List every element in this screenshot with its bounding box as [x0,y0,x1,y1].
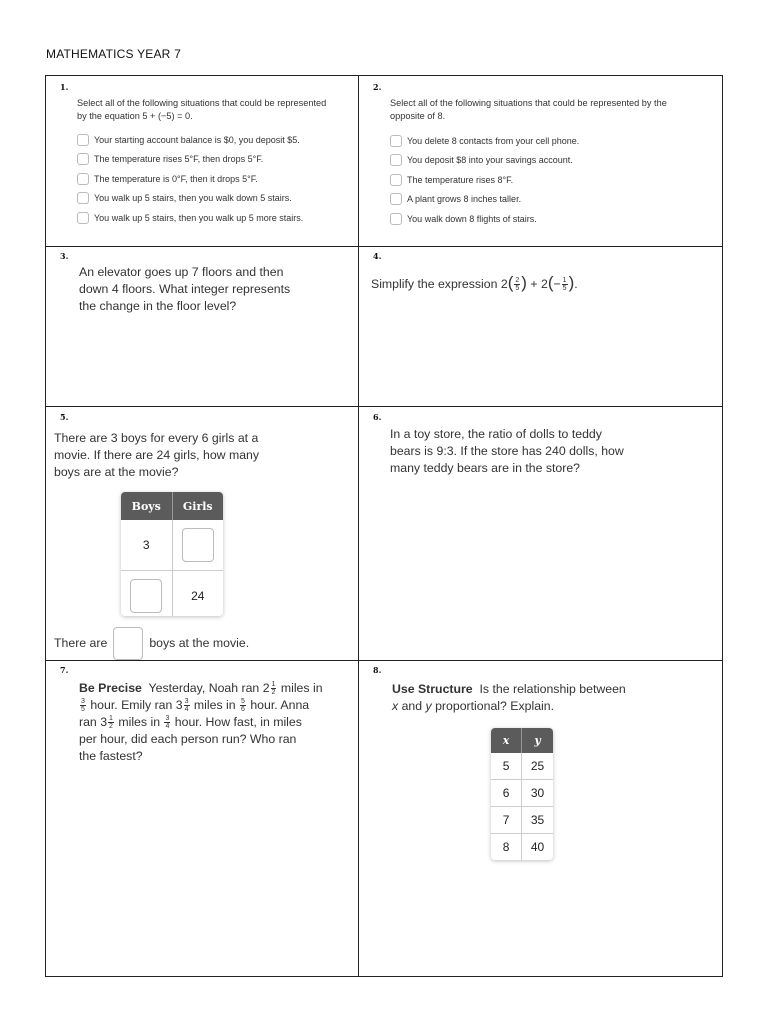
q2-prompt-line: Select all of the following situations that could be represented by the [390,98,667,108]
q8-text: proportional? Explain. [431,699,555,713]
answer-box[interactable] [130,579,162,613]
q8-var-y: y [425,699,432,713]
option-label: The temperature rises 5°F, then drops 5°F. [94,154,264,164]
fraction-numerator: 1 [109,715,113,723]
q7-text: miles in [277,681,323,695]
option-label: Your starting account balance is $0, you deposit $5. [94,135,300,145]
q7-text: miles in [114,715,164,729]
q1-prompt-line: by the equation 5 + (−5) = 0. [77,110,193,121]
q6-line: In a toy store, the ratio of dolls to teddy [390,427,602,441]
checkbox[interactable] [390,213,402,225]
q7-text: hour. How fast, in miles [171,715,302,729]
fraction-denominator: 5 [81,706,85,714]
q7-text: hour. Anna [246,698,310,712]
q3-line: An elevator goes up 7 floors and then [79,265,284,279]
paren-open: ( [547,273,554,292]
checkbox[interactable] [390,193,402,205]
q7-line: per hour, did each person run? Who ran [79,732,297,746]
question-grid [45,75,723,977]
table-header-boys: Boys [121,492,173,520]
ratio-table [121,492,223,616]
q8-title: Use Structure [392,682,473,696]
row-divider [46,406,722,407]
fraction-denominator: 5 [515,285,520,293]
q7-line [79,697,323,714]
question-number: 6. [373,412,382,422]
fraction-numerator: 5 [241,698,245,706]
q5-line: There are 3 boys for every 6 girls at a [54,431,259,445]
fraction-denominator: 5 [562,285,567,293]
row-divider [46,246,722,247]
fraction-denominator: 6 [241,706,245,714]
fraction [562,277,568,292]
answer-box[interactable] [182,528,214,562]
q7-title: Be Precise [79,681,142,695]
q2-option[interactable] [390,213,537,225]
paren-open: ( [507,273,514,292]
fraction [108,715,114,730]
checkbox[interactable] [77,153,89,165]
fraction [164,715,170,730]
answer-box[interactable] [113,627,143,660]
table-cell: 40 [522,834,553,860]
xy-table-grid [491,728,553,860]
xy-table [491,728,553,860]
table-cell: 7 [491,807,522,834]
fraction-numerator: 1 [271,681,276,689]
q1-option[interactable] [77,212,303,224]
expr-end: . [574,277,578,291]
option-label: The temperature is 0°F, then it drops 5°F. [94,174,258,184]
q5-line: movie. If there are 24 girls, how many [54,448,260,462]
table-cell: 8 [491,834,522,860]
fraction [271,681,277,696]
checkbox[interactable] [77,192,89,204]
document-title: MATHEMATICS YEAR 7 [46,47,181,61]
row-divider [46,660,722,661]
fraction-denominator: 4 [184,706,189,714]
q1-prompt-line: Select all of the following situations that could be represented [77,98,327,108]
checkbox[interactable] [77,212,89,224]
q8-prompt [392,681,626,715]
q3-line: the change in the floor level? [79,299,237,313]
q7-line: the fastest? [79,749,143,763]
q2-prompt-line: opposite of 8. [390,110,446,121]
checkbox[interactable] [390,135,402,147]
table-cell: 35 [522,807,553,834]
option-label: You deposit $8 into your savings account. [407,155,573,165]
table-cell: 6 [491,780,522,807]
option-label: You walk up 5 stairs, then you walk up 5 more stairs. [94,213,304,223]
table-cell: 3 [121,520,173,571]
table-header-girls: Girls [173,492,224,520]
q2-option[interactable] [390,154,573,166]
q7-line [79,680,323,697]
question-number: 1. [60,82,69,92]
question-number: 8. [373,665,382,675]
paren-close: ) [568,273,575,292]
q7-text: hour. Emily ran 3 [86,698,183,712]
fraction-denominator: 2 [109,723,113,731]
ratio-table-grid [121,492,223,616]
expr-sign: − [553,277,561,291]
table-header-y: y [522,728,553,753]
q2-prompt [390,97,667,122]
table-cell: 24 [173,571,224,616]
q6-prompt [390,426,624,477]
q2-option[interactable] [390,135,579,147]
option-label: You delete 8 contacts from your cell phone. [407,136,580,146]
q6-line: many teddy bears are in the store? [390,461,581,475]
fraction-numerator: 1 [562,277,567,285]
expr-operator: + 2 [526,277,548,291]
checkbox[interactable] [390,154,402,166]
q4-prompt [371,274,578,293]
column-divider [358,76,359,976]
fraction [80,698,86,713]
checkbox[interactable] [390,174,402,186]
table-cell: 30 [522,780,553,807]
q7-prompt [79,680,323,765]
q8-line [392,698,626,715]
fraction-numerator: 3 [184,698,189,706]
table-cell-blank [121,571,173,616]
q2-option[interactable] [390,174,513,186]
answer-prefix: There are [54,636,108,650]
expr-coefficient: 2 [500,277,508,291]
fraction-denominator: 2 [271,689,276,697]
q3-line: down 4 floors. What integer represents [79,282,291,296]
question-number: 5. [60,412,69,422]
fraction [240,698,246,713]
q8-line [392,681,626,698]
q2-option[interactable] [390,193,521,205]
q7-text: miles in [190,698,240,712]
q4-text: Simplify the expression [371,277,501,291]
table-cell: 5 [491,753,522,780]
q7-text: Yesterday, Noah ran 2 [148,681,270,695]
fraction [184,698,190,713]
table-header-x: x [491,728,522,753]
fraction-numerator: 2 [515,277,520,285]
q1-option[interactable] [77,192,292,204]
q7-line [79,714,323,731]
q3-prompt [79,264,290,315]
q1-option[interactable] [77,173,258,185]
checkbox[interactable] [77,173,89,185]
q1-prompt [77,97,326,122]
q8-text: and [398,699,426,713]
answer-suffix: boys at the movie. [149,636,250,650]
paren-close: ) [521,273,527,292]
q5-line: boys are at the movie? [54,465,179,479]
option-label: You walk up 5 stairs, then you walk down 5 stairs. [94,193,292,203]
question-number: 4. [373,251,382,261]
question-number: 3. [60,251,69,261]
q5-prompt [54,430,259,481]
question-number: 7. [60,665,69,675]
q8-text: Is the relationship between [479,682,626,696]
q5-answer-line [54,627,249,660]
q8-var-x: x [392,699,399,713]
q1-option[interactable] [77,153,263,165]
option-label: The temperature rises 8°F. [407,175,514,185]
fraction-numerator: 3 [165,715,170,723]
fraction [514,277,520,292]
table-cell-blank [173,520,224,571]
fraction-denominator: 4 [165,723,170,731]
option-label: A plant grows 8 inches taller. [407,194,522,204]
option-label: You walk down 8 flights of stairs. [407,214,537,224]
fraction-numerator: 3 [81,698,85,706]
q1-option[interactable] [77,134,300,146]
q6-line: bears is 9:3. If the store has 240 dolls, how [390,444,624,458]
checkbox[interactable] [77,134,89,146]
q7-text: ran 3 [79,715,108,729]
table-cell: 25 [522,753,553,780]
question-number: 2. [373,82,382,92]
